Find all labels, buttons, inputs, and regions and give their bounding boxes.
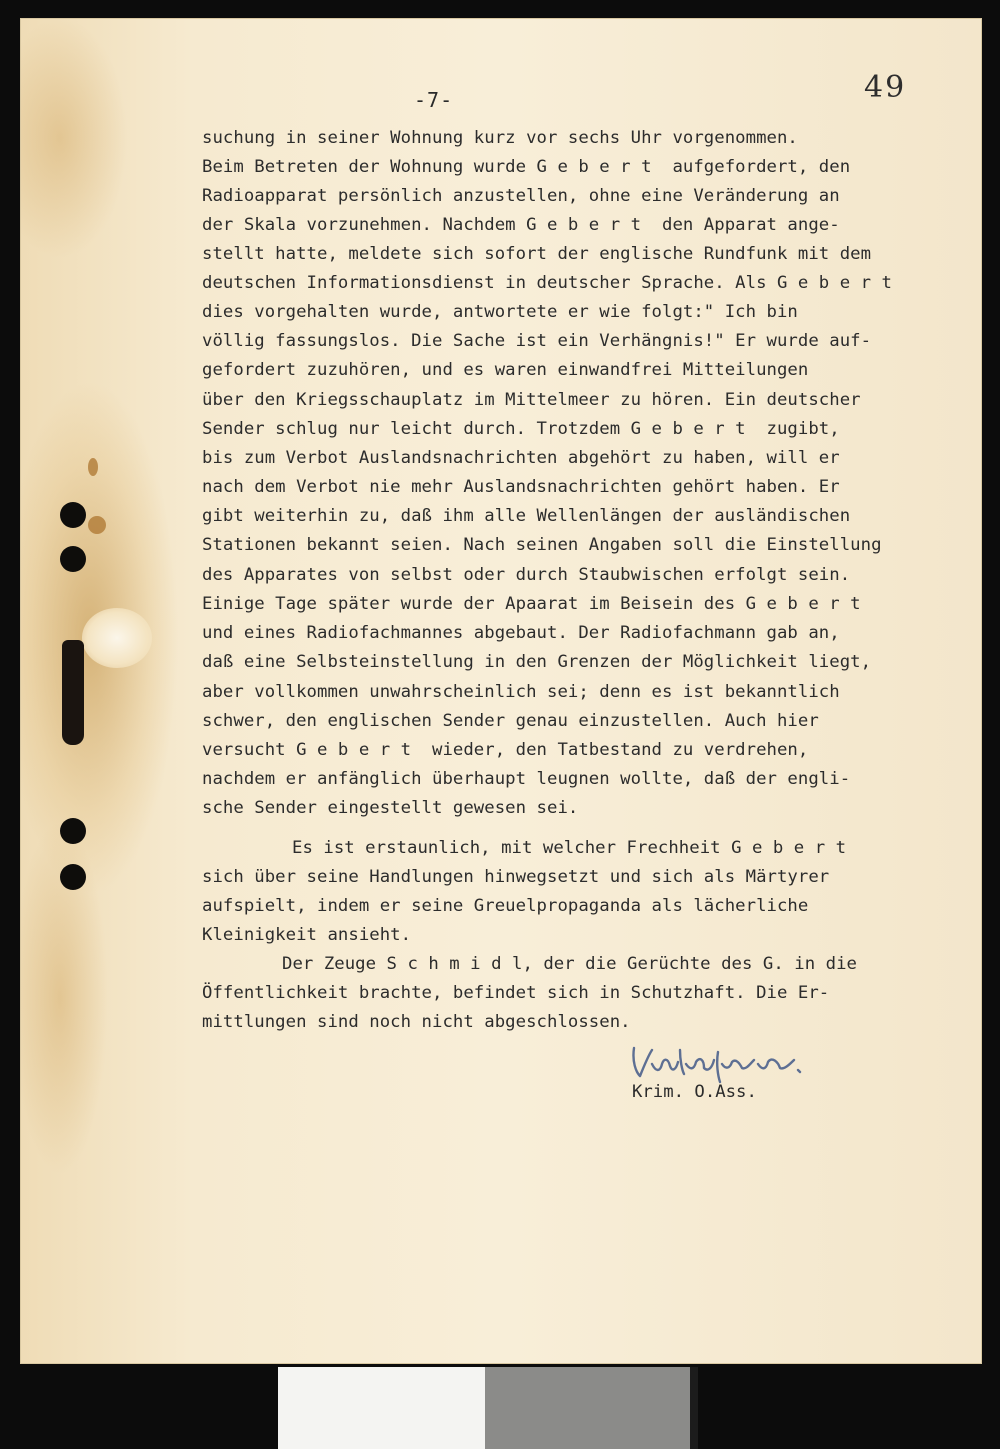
calibration-strip-gray [485, 1367, 690, 1449]
text-line: deutschen Informationsdienst in deutscher Sprache. Als G e b e r t [202, 273, 892, 293]
text-line: nach dem Verbot nie mehr Auslandsnachrichten gehört haben. Er [202, 477, 840, 497]
text-line: völlig fassungslos. Die Sache ist ein Verhängnis!" Er wurde auf- [202, 331, 872, 351]
text-line: suchung in seiner Wohnung kurz vor sechs Uhr vorgenommen. [202, 128, 798, 148]
text-line: Kleinigkeit ansieht. [202, 925, 412, 945]
text-line: versucht G e b e r t wieder, den Tatbestand zu verdrehen, [202, 740, 809, 760]
punch-hole [60, 502, 86, 528]
punch-hole [60, 864, 86, 890]
text-line: sche Sender eingestellt gewesen sei. [202, 798, 579, 818]
text-line: gibt weiterhin zu, daß ihm alle Wellenlängen der ausländischen [202, 506, 851, 526]
text-line: des Apparates von selbst oder durch Staubwischen erfolgt sein. [202, 565, 851, 585]
text-line: Radioapparat persönlich anzustellen, ohne eine Veränderung an [202, 186, 840, 206]
burn-mark [62, 640, 84, 745]
calibration-strip-white [278, 1367, 485, 1449]
text-line: Beim Betreten der Wohnung wurde G e b e r t aufgefordert, den [202, 157, 851, 177]
text-line: aber vollkommen unwahrscheinlich sei; denn es ist bekanntlich [202, 682, 840, 702]
page-number: -7- [414, 88, 454, 112]
text-line: sich über seine Handlungen hinwegsetzt und sich als Märtyrer [202, 867, 830, 887]
text-line: daß eine Selbsteinstellung in den Grenzen der Möglichkeit liegt, [202, 652, 872, 672]
text-line: gefordert zuzuhören, und es waren einwandfrei Mitteilungen [202, 360, 809, 380]
text-line: Der Zeuge S c h m i d l, der die Gerüchte des G. in die [282, 954, 857, 974]
burn-fleck [88, 516, 106, 534]
text-line: Es ist erstaunlich, mit welcher Frechheit G e b e r t [292, 838, 847, 858]
text-line: dies vorgehalten wurde, antwortete er wie folgt:" Ich bin [202, 302, 798, 322]
text-line: mittlungen sind noch nicht abgeschlossen. [202, 1012, 631, 1032]
text-line: der Skala vorzunehmen. Nachdem G e b e r t den Apparat ange- [202, 215, 840, 235]
water-stain [82, 608, 152, 668]
text-line: stellt hatte, meldete sich sofort der englische Rundfunk mit dem [202, 244, 872, 264]
burn-fleck [88, 458, 98, 476]
text-line: über den Kriegsschauplatz im Mittelmeer zu hören. Ein deutscher [202, 390, 861, 410]
punch-hole [60, 546, 86, 572]
text-line: Stationen bekannt seien. Nach seinen Angaben soll die Einstellung [202, 535, 882, 555]
signature-rank: Krim. O.Ass. [632, 1082, 757, 1102]
text-line: und eines Radiofachmannes abgebaut. Der Radiofachmann gab an, [202, 623, 840, 643]
handwritten-signature [630, 1042, 805, 1086]
text-line: Einige Tage später wurde der Apaarat im Beisein des G e b e r t [202, 594, 861, 614]
text-line: aufspielt, indem er seine Greuelpropaganda als lächerliche [202, 896, 809, 916]
text-line: Öffentlichkeit brachte, befindet sich in Schutzhaft. Die Er- [202, 983, 830, 1003]
punch-hole [60, 818, 86, 844]
text-line: Sender schlug nur leicht durch. Trotzdem G e b e r t zugibt, [202, 419, 840, 439]
text-line: nachdem er anfänglich überhaupt leugnen wollte, daß der engli- [202, 769, 851, 789]
folio-number: 49 [864, 70, 907, 105]
text-line: bis zum Verbot Auslandsnachrichten abgehört zu haben, will er [202, 448, 840, 468]
text-line: schwer, den englischen Sender genau einzustellen. Auch hier [202, 711, 819, 731]
calibration-strip-dark [690, 1367, 698, 1449]
